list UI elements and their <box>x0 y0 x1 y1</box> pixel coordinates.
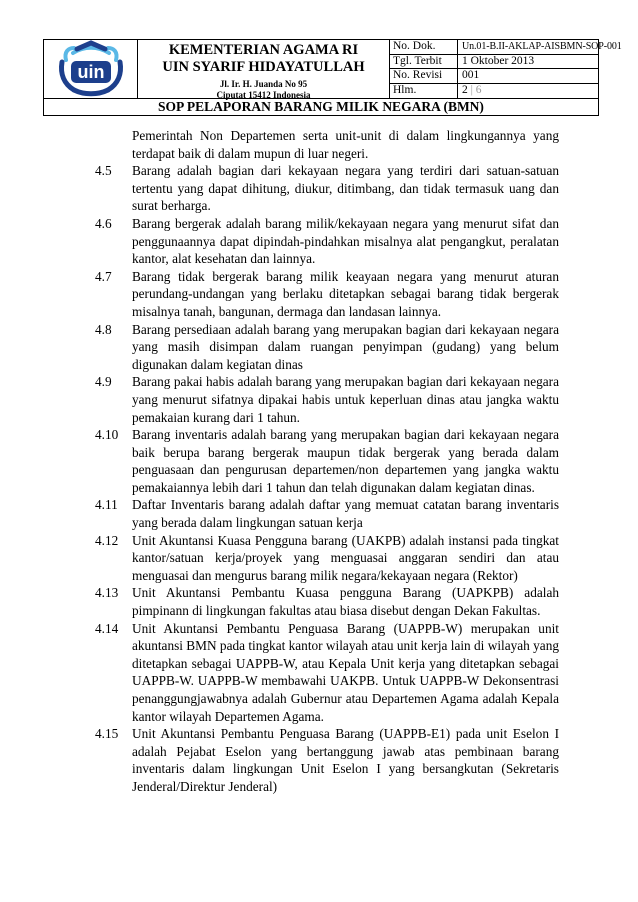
list-item <box>95 321 559 374</box>
item-text: Unit Akuntansi Pembantu Penguasa Barang (UAPPB-W) merupakan unit akuntansi BMN pada tingkat kantor wilayah atau unit kerja lain di wilayah yang ditetapkan sebagai UAPPB-W, atau Kepala Unit kerja yang ditetapkan sebagai UAPPB-W. UAPPB-W membawahi UAKPB. Untuk UAPPB-W Dekonsentrasi penanggungjawabnya adalah Gubernur atau Departemen Agama adalah Kepala kantor wilayah Departemen Agama. <box>132 620 559 724</box>
continuation-paragraph <box>132 127 559 162</box>
item-text: Barang persediaan adalah barang yang merupakan bagian dari kekayaan negara yang masih disimpan dalam ruangan penyimpan (gudang) yang belum digunakan dalam kegiatan dinas <box>132 321 559 372</box>
list-item <box>95 584 559 619</box>
list-item <box>95 373 559 426</box>
item-number: 4.8 <box>95 321 112 337</box>
item-text: Barang tidak bergerak barang milik keayaan negara yang menurut aturan perundang-undangan yang berlaku ditetapkan sebagai barang tidak bergerak misalnya tanah, bangunan, dermaga dan landasan lainnya. <box>132 268 559 319</box>
list-item <box>95 496 559 531</box>
institution-cell <box>138 40 390 98</box>
address-line2: Ciputat 15412 Indonesia <box>216 90 311 100</box>
paragraph-text: Pemerintah Non Departemen serta unit-unit di dalam lingkungannya yang terdapat baik di dalam mupun di luar negeri. <box>132 128 559 161</box>
uin-logo <box>44 40 138 98</box>
list-item <box>95 725 559 795</box>
meta-row-issue-date <box>390 55 598 70</box>
list-item <box>95 215 559 268</box>
item-number: 4.12 <box>95 532 119 548</box>
meta-value: 1 Oktober 2013 <box>462 54 535 67</box>
item-number: 4.15 <box>95 726 119 742</box>
document-meta-table <box>390 40 622 98</box>
institution-name-line2: UIN SYARIF HIDAYATULLAH <box>162 59 365 75</box>
item-text: Barang inventaris adalah barang yang merupakan bagian dari kekayaan negara baik berupa barang bergerak maupun tidak bergerak yang berada dalam penguasaan dan pengurusan departemen/non departemen yang jangka waktu pemakaiannya lebih dari 1 tahun dan telah digunakan dalam kegiatan dinas. <box>132 427 559 495</box>
list-item <box>95 268 559 321</box>
item-text: Unit Akuntansi Pembantu Penguasa Barang (UAPPB-E1) pada unit Eselon I adalah Pejabat Eselon yang bertanggung jawab atas pembinaan barang inventaris dalam lingkungan Unit Eselon I yang bersangkutan (Sekretaris Jenderal/Direktur Jenderal) <box>132 726 559 794</box>
item-number: 4.7 <box>95 268 112 284</box>
meta-row-page <box>390 84 598 99</box>
document-header <box>43 39 622 116</box>
meta-value <box>462 84 482 97</box>
meta-label: No. Revisi <box>390 69 458 83</box>
address-line1: Jl. Ir. H. Juanda No 95 <box>219 79 308 89</box>
item-text: Barang bergerak adalah barang milik/kekayaan negara yang menurut sifat dan penggunaannya dapat dipindah-pindahkan misalnya alat pengangkut, peralatan kantor, alat kesehatan dan lainnya. <box>132 215 559 267</box>
meta-row-doc-number <box>390 40 622 55</box>
item-number: 4.9 <box>95 374 112 390</box>
item-text: Unit Akuntansi Kuasa Pengguna barang (UAKPB) adalah instansi pada tingkat kantor/satuan kerja/proyek yang menguasai anggaran sendiri dan atau menguasai dan mengurus barang milik negara/kekayaan negara (Rektor) <box>132 532 559 583</box>
item-number: 4.6 <box>95 215 112 231</box>
item-number: 4.13 <box>95 585 119 601</box>
meta-value: 001 <box>462 69 480 81</box>
page-number: 2 <box>462 83 468 96</box>
document-body <box>95 127 559 796</box>
item-number: 4.11 <box>95 497 118 513</box>
meta-value: Un.01-B.II-AKLAP-AISBMN-SOP-001 <box>462 41 622 52</box>
item-number: 4.5 <box>95 163 112 179</box>
list-item <box>95 620 559 726</box>
meta-row-revision <box>390 69 598 84</box>
document-title: SOP PELAPORAN BARANG MILIK NEGARA (BMN) <box>44 98 598 115</box>
item-text: Unit Akuntansi Pembantu Kuasa pengguna Barang (UAPKPB) adalah pimpinann di lingkungan fakultas atau biasa disebut dengan Dekan Fakultas. <box>132 585 559 619</box>
list-item <box>95 532 559 585</box>
meta-label: No. Dok. <box>390 40 458 54</box>
item-text: Daftar Inventaris barang adalah daftar yang memuat catatan barang inventaris yang berada dalam lingkungan satuan kerja <box>132 497 559 531</box>
page-total: | 6 <box>470 83 482 96</box>
item-number: 4.10 <box>95 427 119 443</box>
logo-text: uin <box>77 62 105 82</box>
logo-cell <box>44 40 138 98</box>
item-text: Barang pakai habis adalah barang yang merupakan bagian dari kekayaan negara yang menurut sifatnya dipakai habis untuk keperluan dinas atau jangka waktu pemakaian kurang dari 1 tahun. <box>132 374 559 425</box>
list-item <box>95 426 559 496</box>
meta-label: Hlm. <box>390 84 458 99</box>
institution-name-line1: KEMENTERIAN AGAMA RI <box>168 42 359 58</box>
list-item <box>95 162 559 215</box>
item-text: Barang adalah bagian dari kekayaan negara yang terdiri dari satuan-satuan tertentu yang dapat dihitung, diukur, ditimbang, dan tidak termasuk uang dan surat berharga. <box>132 163 559 214</box>
item-number: 4.14 <box>95 620 119 636</box>
meta-label: Tgl. Terbit <box>390 55 458 69</box>
